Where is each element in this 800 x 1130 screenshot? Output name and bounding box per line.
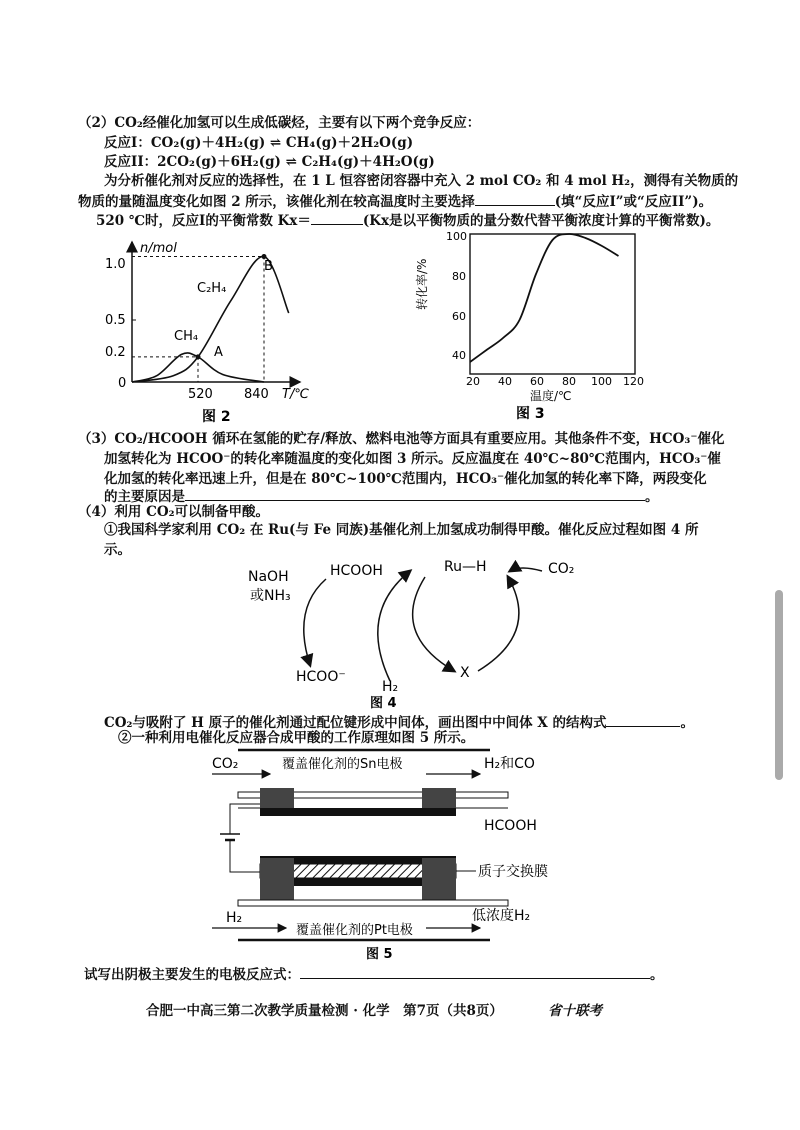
fig4-hcooh: HCOOH xyxy=(330,563,383,579)
fig3-xtick-80: 80 xyxy=(562,375,576,388)
figure-3 xyxy=(415,222,650,427)
fig2-label-ch4: CH₄ xyxy=(174,329,199,344)
fig3-ytick-60: 60 xyxy=(452,310,466,323)
footer-stamp: 省十联考 xyxy=(548,1003,602,1019)
fig4-arrow-cycle xyxy=(478,577,519,671)
fig4-arrow-co2 xyxy=(510,568,542,571)
q3-line-3: 化加氢的转化率迅速上升，但是在 80℃~100℃范围内，HCO₃⁻催化加氢的转化率下降，两段变化 xyxy=(104,471,707,487)
fig3-caption: 图 3 xyxy=(516,406,545,422)
fig2-point-b: B xyxy=(264,259,273,274)
fig4-arrow-left xyxy=(304,579,326,665)
fig2-ytick-05: 0.5 xyxy=(105,313,126,328)
fig5-sn-electrode xyxy=(260,808,456,816)
fig4-hcoo: HCOO⁻ xyxy=(296,669,346,685)
fig3-xtick-40: 40 xyxy=(498,375,512,388)
fig4-x: X xyxy=(460,665,470,681)
fig3-xtick-20: 20 xyxy=(466,375,480,388)
q2-para-2: 物质的量随温度变化如图 2 所示，该催化剂在较高温度时主要选择 (填“反应I”或“反应II”)。 xyxy=(78,191,712,211)
fig5-h2-in: H₂ xyxy=(226,910,243,926)
fig4-h2: H₂ xyxy=(382,679,399,695)
q2-para-1: 为分析催化剂对反应的选择性，在 1 L 恒容密闭容器中充入 2 mol CO₂ 和 4 mol H₂，测得有关物质的 xyxy=(104,173,739,189)
fig3-xlabel: 温度/℃ xyxy=(530,389,572,403)
fig5-membrane-label: 质子交换膜 xyxy=(478,864,548,880)
fig2-point-a-dot xyxy=(196,354,201,359)
fig2-ytick-0: 0 xyxy=(118,376,127,391)
fig5-bottom-plate xyxy=(238,900,508,906)
q3-line-4: 的主要原因是 。 xyxy=(104,486,659,506)
fig4-ruh: Ru—H xyxy=(444,559,487,575)
q3-line-1: （3）CO₂/HCOOH 循环在氢能的贮存/释放、燃料电池等方面具有重要应用。其他条件不变，HCO₃⁻催化 xyxy=(78,431,725,447)
fig2-caption: 图 2 xyxy=(202,409,231,425)
fig2-ytick-02: 0.2 xyxy=(105,345,126,360)
fig3-ytick-40: 40 xyxy=(452,349,466,362)
q2-para-3: 520 ℃时，反应I的平衡常数 Kx＝ (Kx是以平衡物质的量分数代替平衡浓度计算的平衡常数)。 xyxy=(96,210,719,230)
fig2-xlabel: T/℃ xyxy=(282,387,309,402)
q4-final: 试写出阴极主要发生的电极反应式： 。 xyxy=(84,964,664,984)
figure-5 xyxy=(200,744,620,962)
fig3-ylabel: 转化率/% xyxy=(415,258,429,310)
fig3-xtick-120: 120 xyxy=(623,375,644,388)
scrollbar-thumb[interactable] xyxy=(775,590,783,780)
fig4-nh3: 或NH₃ xyxy=(250,588,291,604)
figure-2 xyxy=(100,230,330,430)
q4-line-4: ②一种利用电催化反应器合成甲酸的工作原理如图 5 所示。 xyxy=(118,730,475,746)
fig5-hcooh: HCOOH xyxy=(484,818,537,834)
fig4-naoh: NaOH xyxy=(248,569,289,585)
fig4-arrow-down xyxy=(413,577,454,671)
q2-intro: （2）CO₂经催化加氢可以生成低碳烃，主要有以下两个竞争反应： xyxy=(78,115,481,131)
fig2-ylabel: n/mol xyxy=(140,241,177,256)
fig2-xtick-840: 840 xyxy=(244,387,269,402)
fig5-caption: 图 5 xyxy=(366,947,393,962)
fig5-pt-label: 覆盖催化剂的Pt电极 xyxy=(296,923,413,938)
fig2-label-c2h4: C₂H₄ xyxy=(197,281,227,296)
fig2-xtick-520: 520 xyxy=(188,387,213,402)
q4-after-fig4: CO₂与吸附了 H 原子的催化剂通过配位键形成中间体，画出图中中间体 X 的结构式 。 xyxy=(104,712,694,732)
fig4-arrow-up xyxy=(378,571,410,681)
fig5-out-bottom: 低浓度H₂ xyxy=(472,908,531,924)
fig3-frame xyxy=(470,234,635,374)
q4-line-1: （4）利用 CO₂可以制备甲酸。 xyxy=(78,504,270,520)
footer-text: 合肥一中高三第二次教学质量检测 · 化学 第7页（共8页） xyxy=(146,1003,503,1019)
q3-line-2: 加氢转化为 HCOO⁻的转化率随温度的变化如图 3 所示。反应温度在 40℃~80℃范围内，HCO₃⁻催 xyxy=(104,451,721,467)
fig3-ytick-80: 80 xyxy=(452,270,466,283)
fig3-xtick-60: 60 xyxy=(530,375,544,388)
fig2-point-a: A xyxy=(214,345,223,360)
q2-reaction-2: 反应II：2CO₂(g)＋6H₂(g) ⇌ C₂H₄(g)＋4H₂O(g) xyxy=(104,154,435,170)
fig5-seal-bl xyxy=(260,858,294,904)
q4-line-2: ①我国科学家利用 CO₂ 在 Ru(与 Fe 同族)基催化剂上加氢成功制得甲酸。催化反应过程如图 4 所 xyxy=(104,522,699,538)
fig5-sn-label: 覆盖催化剂的Sn电极 xyxy=(282,757,403,772)
fig3-xtick-100: 100 xyxy=(591,375,612,388)
fig5-seal-br xyxy=(422,858,456,904)
fig3-series-line xyxy=(470,234,619,362)
fig3-ytick-100: 100 xyxy=(446,230,467,243)
fig2-series-c2h4-line xyxy=(132,256,289,382)
fig4-co2: CO₂ xyxy=(548,561,575,577)
fig5-co2-in: CO₂ xyxy=(212,756,239,772)
fig4-caption: 图 4 xyxy=(370,696,397,711)
fig2-ytick-1: 1.0 xyxy=(105,257,126,272)
fig5-out-top: H₂和CO xyxy=(484,756,535,772)
q2-reaction-1: 反应I：CO₂(g)＋4H₂(g) ⇌ CH₄(g)＋2H₂O(g) xyxy=(104,135,414,151)
fig5-wire-bottom xyxy=(230,840,260,872)
figure-4 xyxy=(220,553,600,713)
q4-line-3: 示。 xyxy=(104,542,131,558)
